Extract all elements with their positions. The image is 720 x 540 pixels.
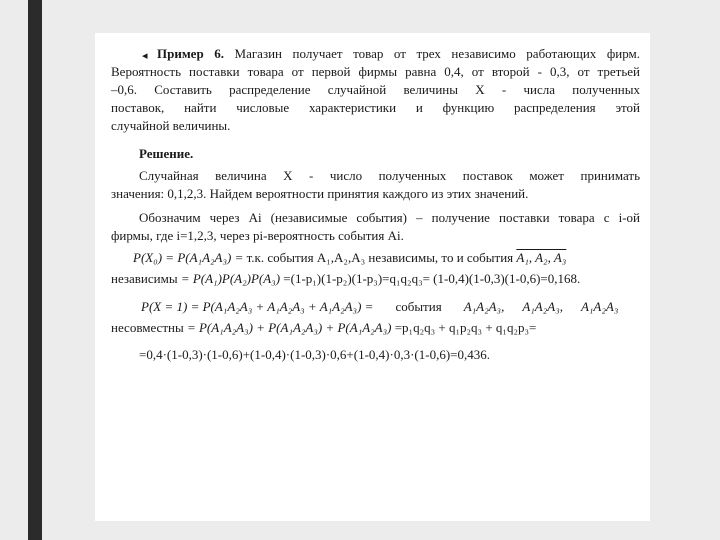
formula-p0-text: т.к. события A₁,A₂,A₃ независимы, то и события	[243, 250, 517, 265]
formula-p1-event-3: A₁A₂A₃	[580, 299, 619, 314]
solution-title: Решение.	[139, 146, 194, 161]
slide-side-bar	[28, 0, 42, 540]
formula-p1-result: =0,4·(1-0,3)·(1-0,6)+(1-0,4)·(1-0,3)·0,6+(1-0,4)·0,3·(1-0,6)=0,436.	[139, 347, 490, 362]
example-line-5: случайной величины.	[111, 118, 231, 133]
formula-p1-event-1: A₁A₂A₃,	[463, 299, 505, 314]
formula-p0-independent: независимы	[111, 271, 181, 286]
solution-p2-line1: Обозначим через Ai (независимые события) – получение поставки товара с i-ой	[139, 210, 640, 225]
formula-p0-line1	[133, 250, 640, 266]
example-line-1	[157, 46, 640, 62]
bullet-marker: ◂	[142, 49, 148, 62]
formula-p1-calc: =p₁q₂q₃ + q₁p₂q₃ + q₁q₂p₃=	[391, 320, 537, 335]
formula-p1-line1	[141, 299, 640, 315]
example-heading: Пример 6.	[157, 46, 224, 61]
example-line-4: поставок, найти числовые характеристики и функцию распределения этой	[111, 100, 640, 115]
formula-p1-incompatible: несовместны	[111, 320, 184, 335]
formula-p1-lhs: P(X = 1) = P(A₁A₂A₃ + A₁A₂A₃ + A₁A₂A₃) =	[141, 299, 374, 314]
formula-p1-sum: = P(A₁A₂A₃) + P(A₁A₂A₃) + P(A₁A₂A₃)	[186, 320, 392, 335]
solution-p2-line2: фирмы, где i=1,2,3, через pi-вероятность события Ai.	[111, 228, 404, 243]
solution-p1-line2: значения: 0,1,2,3. Найдем вероятности принятия каждого из этих значений.	[111, 186, 529, 201]
example-line-2: Вероятность поставки товара от первой фирмы равна 0,4, от второй - 0,3, от третьей	[111, 64, 640, 79]
formula-p0-events: A₁, A₂, A₃	[516, 250, 567, 265]
document-page	[95, 33, 650, 521]
example-text: Магазин получает товар от трех независимо работающих фирм.	[223, 46, 640, 61]
formula-p1-events-label: события	[395, 299, 442, 314]
formula-p1-event-2: A₁A₂A₃,	[522, 299, 563, 314]
formula-p0-calc: =(1-p₁)(1-p₂)(1-p₃)=q₁q₂q₃= (1-0,4)(1-0,3)(1-0,6)=0,168.	[280, 271, 581, 286]
formula-p0-lhs: P(X₀) = P(A₁A₂A₃) =	[133, 250, 244, 265]
formula-p0-product: = P(A₁)P(A₂)P(A₃)	[180, 271, 281, 286]
solution-p1-line1: Случайная величина X - число полученных поставок может принимать	[139, 168, 640, 183]
example-line-3: –0,6. Составить распределение случайной величины X - числа полученных	[111, 82, 640, 97]
formula-p1-line2	[111, 320, 640, 336]
formula-p0-line2	[111, 271, 640, 287]
